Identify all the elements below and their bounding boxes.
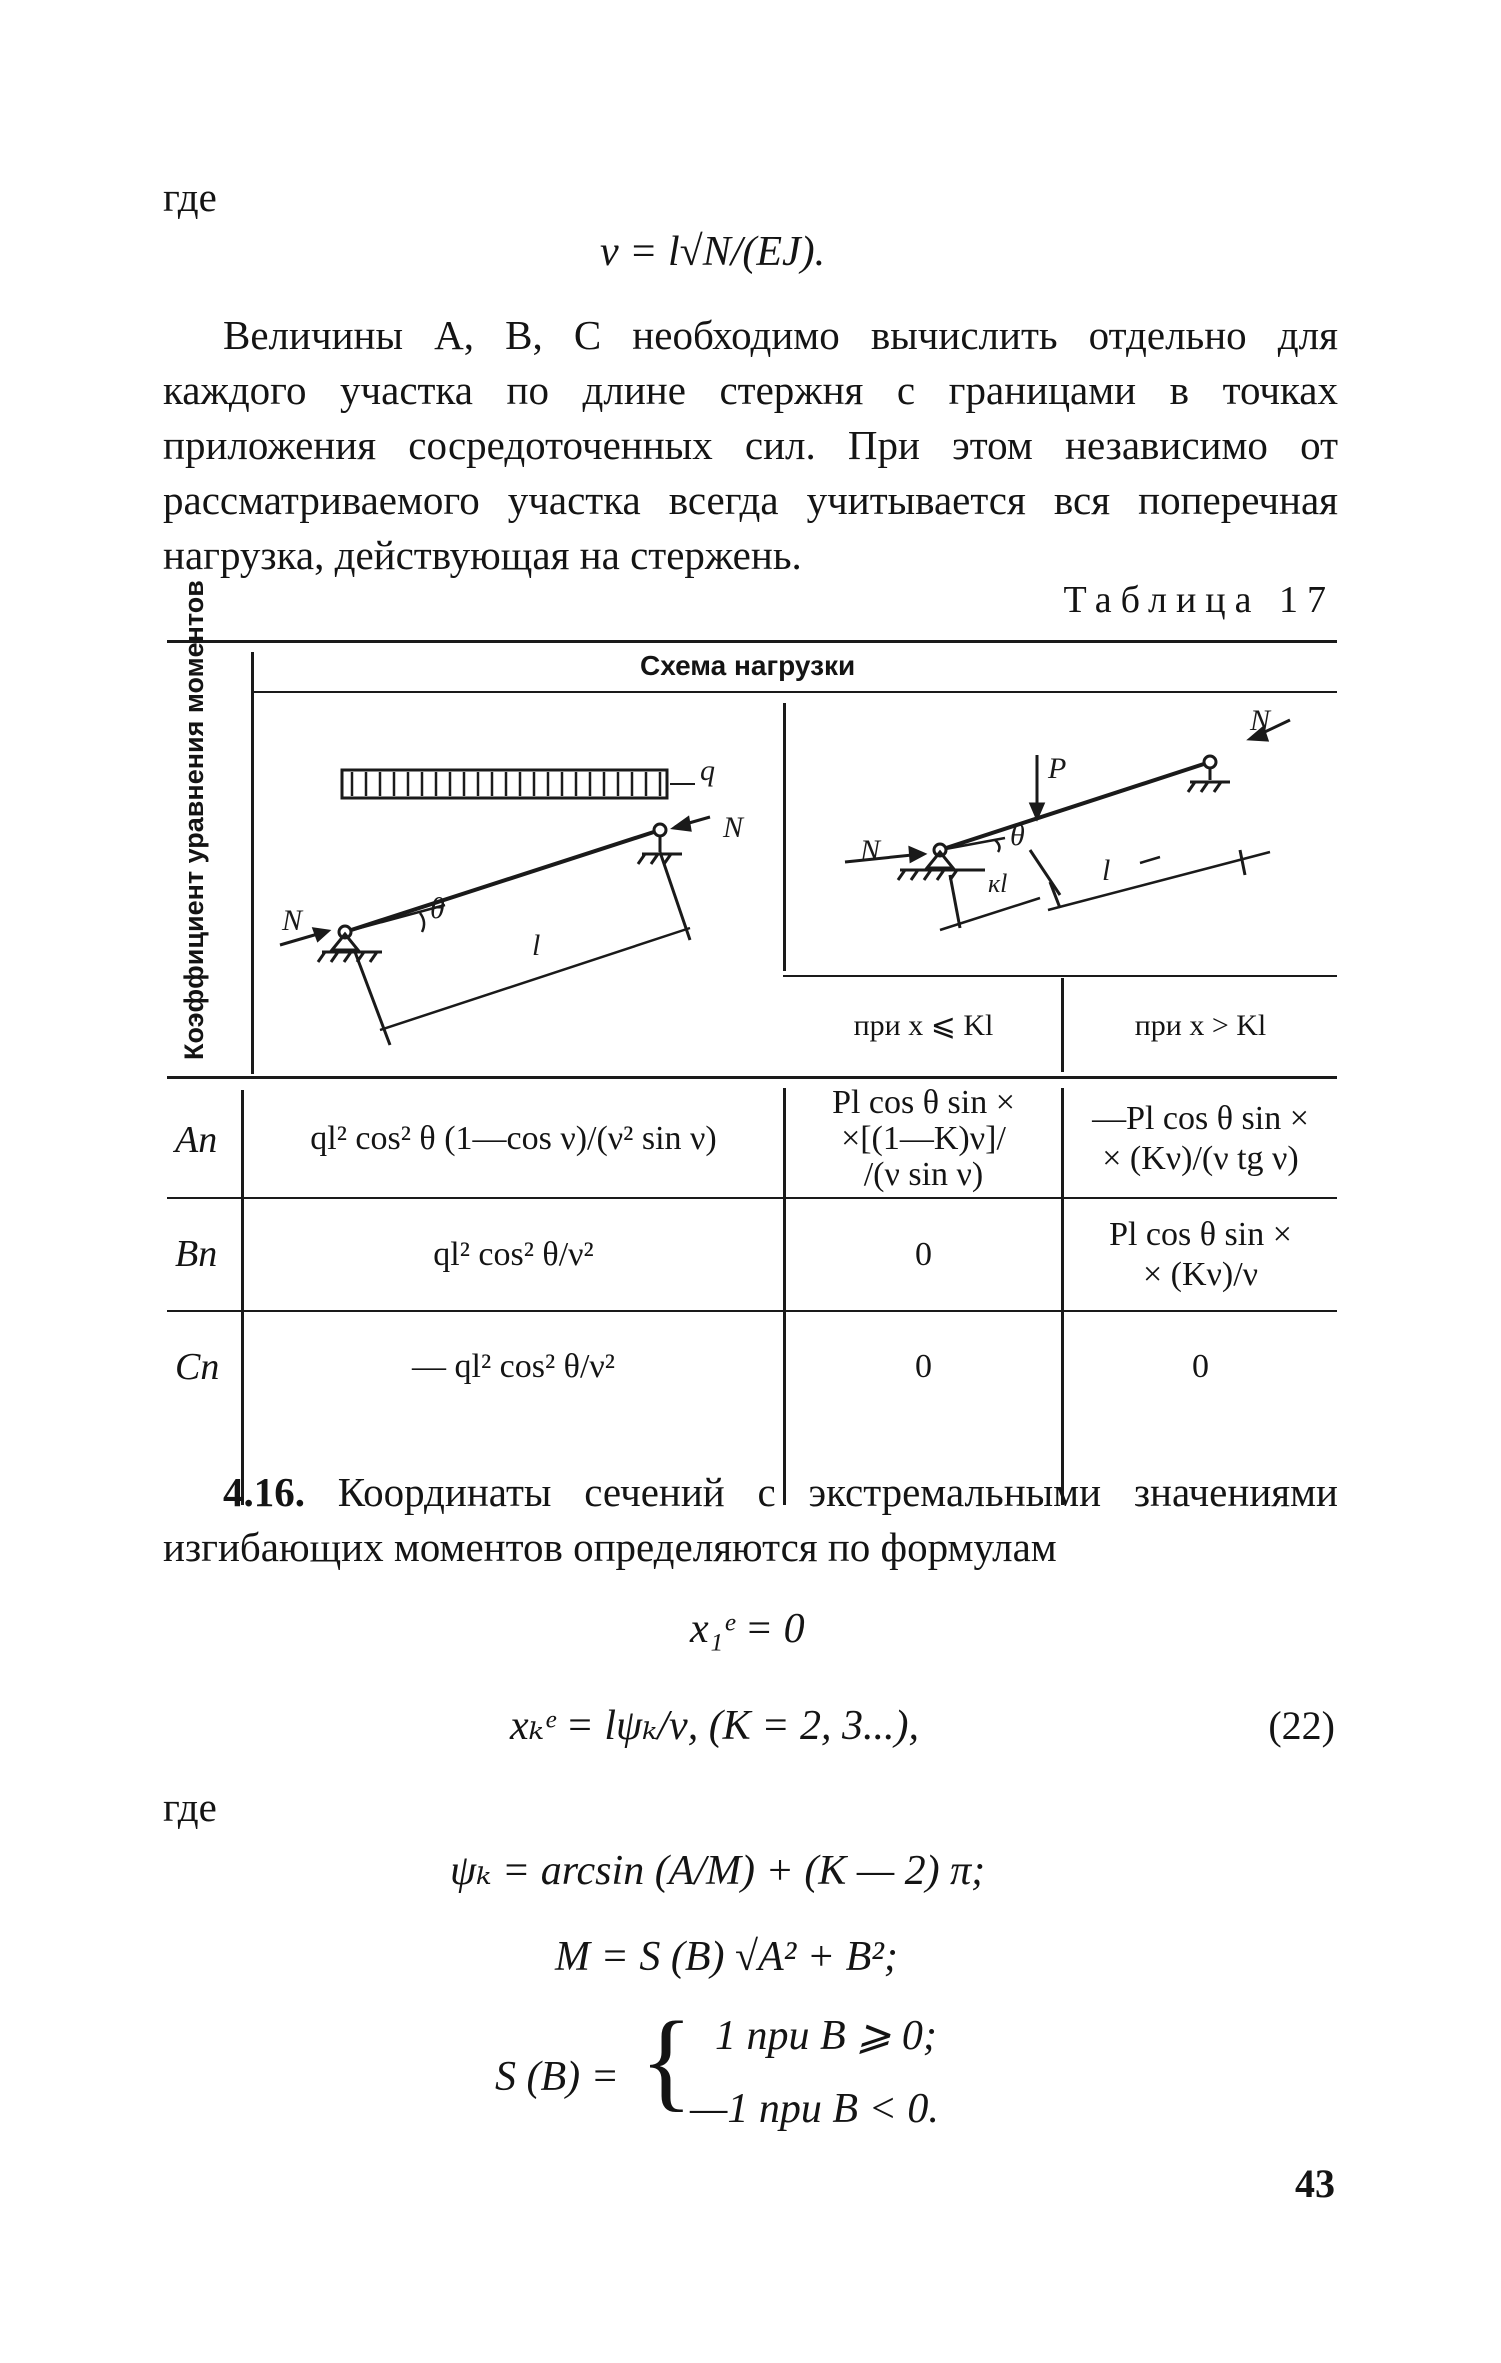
coefficient-column-header: Коэффициент уравнения моментов	[179, 580, 209, 1060]
formula-x1: x₁ᵉ = 0	[690, 1606, 805, 1652]
row-label-b: Bп	[175, 1233, 218, 1275]
cell-b-before-load: 0	[915, 1235, 932, 1273]
cell-b-uniform: ql² cos² θ/ν²	[433, 1235, 594, 1273]
diagram1-label-n-top: N	[723, 811, 744, 844]
cell-b-after-load: Pl cos θ sin × × (Kν)/ν	[1109, 1215, 1292, 1293]
formula-s-case-2: —1 при B < 0.	[690, 2086, 939, 2132]
cell-c-before-load: 0	[915, 1348, 932, 1385]
intro-paragraph: Величины A, B, C необходимо вычислить отдельно для каждого участка по длине стержня с границами в точках приложения сосредоточенных сил. При этом независимо от рассматриваемого участка всегда учитывается вся поперечная нагрузка, действующая на стержень.	[163, 312, 1338, 578]
where-word-2: где	[163, 1784, 217, 1830]
cell-a-after-load: —Pl cos θ sin × × (Kν)/(ν tg ν)	[1092, 1099, 1309, 1177]
table-top-rule	[167, 640, 1337, 643]
formula-m: M = S (B) √A² + B²;	[555, 1934, 898, 1980]
page-number: 43	[1295, 2161, 1335, 2206]
scheme-header-rule	[253, 691, 1337, 693]
table-caption: Таблица 17	[1063, 579, 1335, 621]
brace-symbol: {	[640, 1999, 693, 2121]
row-label-c: Cп	[175, 1346, 220, 1388]
cell-c-after-load: 0	[1192, 1348, 1209, 1385]
scheme-divider-header	[783, 703, 786, 971]
cell-a-uniform: ql² cos² θ (1—cos ν)/(ν² sin ν)	[310, 1119, 717, 1157]
diagram1-label-l: l	[532, 929, 541, 962]
subheader-x-le-kl: при x ⩽ Kl	[853, 1009, 994, 1042]
formula-xk: xₖᵉ = lψₖ/ν, (K = 2, 3...),	[510, 1703, 920, 1749]
diagram2-label-kl: кl	[988, 869, 1008, 898]
where-word-1: где	[163, 174, 217, 220]
cell-c-uniform: — ql² cos² θ/ν²	[412, 1348, 615, 1385]
formula-s-case-1: 1 при B ⩾ 0;	[715, 2013, 937, 2059]
coef-col-divider-header	[251, 652, 254, 1074]
diagram1-label-theta: θ	[430, 892, 445, 925]
formula-nu: ν = l√N/(EJ).	[600, 229, 826, 275]
equation-number: (22)	[1268, 1703, 1335, 1748]
diagram2-label-p: P	[1048, 752, 1067, 785]
header-bottom-rule	[167, 1076, 1337, 1079]
formula-s-lhs: S (B) =	[495, 2054, 619, 2100]
section-text: Координаты сечений с экстремальными значениями изгибающих моментов определяются по формулам	[163, 1469, 1338, 1570]
diagram2-label-n-top: N	[1250, 704, 1271, 737]
row-label-a: Aп	[175, 1119, 218, 1161]
formula-psi: ψₖ = arcsin (A/M) + (K — 2) π;	[450, 1848, 986, 1894]
section-4-16-paragraph	[163, 1465, 1338, 1575]
section-number: 4.16.	[223, 1469, 305, 1515]
diagram-concentrated-load	[790, 700, 1335, 970]
diagram1-label-n-left: N	[282, 904, 303, 937]
diagram2-label-theta: θ	[1010, 819, 1025, 852]
diagram2-label-l: l	[1102, 854, 1111, 887]
subheader-rule	[783, 975, 1337, 977]
diagram2-label-n-left: N	[860, 834, 881, 867]
diagram1-label-q: q	[700, 754, 715, 787]
diagram-distributed-load	[270, 700, 770, 1050]
scheme-header: Схема нагрузки	[640, 650, 856, 681]
subheader-x-gt-kl: при x > Kl	[1134, 1009, 1267, 1042]
cell-a-before-load: Pl cos θ sin × ×[(1—K)ν]/ /(ν sin ν)	[832, 1083, 1015, 1193]
